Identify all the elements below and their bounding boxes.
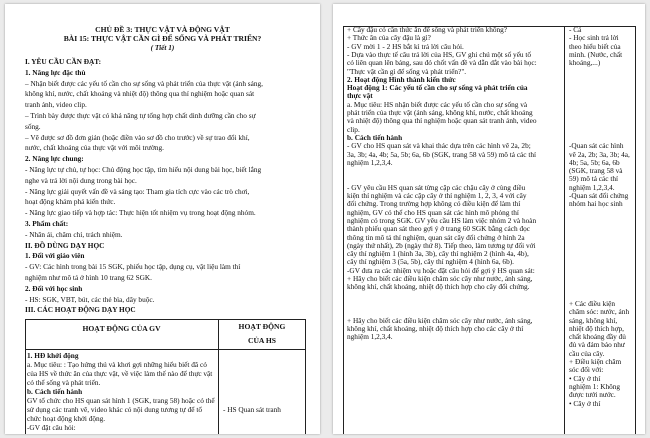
text-line: – Vẽ được sơ đồ đơn giản (hoặc điền vào sơ đồ cho trước) về sự trao đổi khí,: [25, 132, 250, 142]
table-text-line: chất khoáng đầy đủ: [569, 332, 626, 342]
table-text-line: 4b; 5a, 5b; 6a, 6b: [569, 157, 620, 167]
table-text-line: 1. HĐ khởi động: [27, 351, 79, 360]
table-text-line: sóc đối với:: [569, 365, 604, 375]
text-line: 2. Đối với học sinh: [25, 283, 83, 293]
table-text-line: nghiệm 1,2,3,4.: [347, 157, 393, 167]
table-text-line: (ngày thứ nhất), 2b (ngày thứ 8). Tiếp theo, làm tương tự đối với: [347, 240, 536, 250]
table-cell-student: - HS Quan sát tranh: [223, 405, 281, 414]
table-text-line: Hoạt động 1: Các yếu tố cần cho sự sống và phát triển của: [347, 83, 528, 93]
lesson-period: ( Tiết 1): [150, 43, 175, 52]
table-text-line: nghiệm 1,2,3,4.: [569, 182, 615, 192]
table-text-line: của HS về thức ăn của thực vật, về việc làm thế nào để thực vật: [27, 369, 213, 378]
document-page-2: [333, 4, 645, 434]
table-text-line: - Cá: [569, 25, 582, 34]
table-text-line: - Học sinh trả lời: [569, 33, 619, 43]
table-text-line: - GV yêu cầu HS quan sát từng cặp các chậu cây ở cùng điều: [347, 182, 526, 192]
table-text-line: và nhiệt độ) thông qua thí nghiệm hoặc quan sát tranh ảnh, video: [347, 116, 537, 126]
table-text-line: nhóm hai học sinh: [569, 199, 623, 209]
table-text-line: -Quan sát các hình: [569, 141, 624, 151]
table-text-line: • Cây ở thí: [569, 398, 601, 408]
table-text-line: - GV cho HS quan sát và khai thác dựa trên các hình vẽ 2a, 2b;: [347, 141, 531, 151]
table-header-student-1: HOẠT ĐỘNG: [238, 322, 286, 331]
table-text-line: chăm sóc: nước, ánh: [569, 307, 630, 317]
table-text-line: a. Mục tiêu: : Tạo hứng thú và khơi gợi những hiểu biết đã có: [27, 360, 207, 369]
table-text-line: (SGK, trang 58 và: [569, 166, 623, 176]
text-line: - Năng lực giao tiếp và hợp tác: Thực hiện tốt nhiệm vụ trong hoạt động nhóm.: [25, 208, 256, 218]
text-line: – Trình bày được thực vật có khả năng tự tổng hợp chất dinh dưỡng cần cho sự: [25, 111, 256, 120]
text-line: II. ĐỒ DÙNG DẠY HỌC: [25, 240, 105, 250]
table-text-line: cầu của cây.: [569, 348, 605, 358]
table-text-line: nghiệm, GV có thể cho HS quan sát các hình mô phỏng thí: [347, 207, 519, 217]
table-text-line: b. Cách tiến hành: [347, 132, 403, 142]
text-line: - HS: SGK, VBT, bút, các thẻ bìa, dây buộc.: [25, 294, 155, 304]
text-line: nghiệm như mô tả ở hình 10 trang 62 SGK.: [25, 273, 152, 282]
text-line: - Nhân ái, chăm chỉ, trách nhiệm.: [25, 229, 123, 239]
table-text-line: 59) mô tả các thí: [569, 174, 619, 184]
text-line: nghe và trả lời nội dung trong bài học.: [25, 175, 137, 185]
table-text-line: có liên quan lên bảng, sau đó chốt vấn đề và dẫn dắt vào bài học:: [347, 58, 537, 68]
table-text-line: không khí, chất khoáng, nhiệt độ thích hợp cho các cây ở thí: [347, 323, 524, 333]
table-text-line: vẽ 2a, 2b; 3a, 3b; 4a,: [569, 149, 630, 159]
table-text-line: nghiệm 1: Không: [569, 381, 621, 391]
table-text-line: • Cây ở thí: [569, 373, 601, 383]
table-text-line: cây thí nghiệm 1 (hình 3a, 3b), cây thí nghiệm 2 (hình 4a, 4b),: [347, 249, 529, 259]
lesson-title: BÀI 15: THỰC VẬT CẦN GÌ ĐỂ SỐNG VÀ PHÁT TRIỂN?: [63, 34, 262, 43]
text-line: 1. Năng lực đặc thù: [25, 67, 86, 77]
table-text-line: đối chứng. Trong trường hợp không có điều kiện để làm thí: [347, 199, 521, 209]
text-line: nước, chất khoáng của thực vật với môi trường.: [25, 143, 164, 153]
table-text-line: được tưới nước.: [569, 390, 616, 400]
table-text-line: thành phiếu quan sát theo gợi ý ở trang 60 SGK bằng cách đọc: [347, 224, 531, 234]
table-text-line: + Hãy cho biết các điều kiện chăm sóc cây như nước, ánh sáng,: [347, 315, 533, 325]
document-page-1: [5, 4, 320, 434]
table-text-line: chức hoạt động khởi động.: [27, 414, 106, 423]
table-text-line: kiện thí nghiệm và các cặp cây ở thí nghiệm 1, 2, 3, 4 với cây: [347, 191, 527, 200]
table-text-line: - GV mời 1 - 2 HS bắt kì trả lời câu hỏi.: [347, 41, 464, 51]
text-line: 2. Năng lực chung:: [25, 154, 84, 164]
table-text-line: "Thực vật cần gì để sống và phát triển?".: [347, 66, 467, 76]
text-line: không khí, nước, chất khoáng và nhiệt độ) thông qua thí nghiệm hoặc quan sát: [25, 89, 255, 99]
table-text-line: khoáng,...): [569, 58, 601, 68]
table-text-line: - Dựa vào thực tế câu trả lời của HS, GV ghi chú một số yếu tố: [347, 49, 532, 59]
table-text-line: đủ và đảm bảo như: [569, 340, 625, 350]
table-text-line: -GV đặt câu hỏi:: [27, 423, 76, 432]
table-text-line: + Cây đậu có cần thức ăn để sống và phát triển không?: [347, 25, 508, 34]
table-text-line: + Hãy cho biết các điều kiện chăm sóc cây như nước, ánh sáng,: [347, 274, 533, 283]
table-text-line: sáng, không khí,: [569, 315, 618, 325]
table-text-line: sử dụng các tranh vẽ, video khác có nội dung tương tự để tổ: [27, 405, 202, 414]
text-line: I. YÊU CẦU CẦN ĐẠT:: [25, 57, 102, 66]
table-text-line: nghiệm có trong SGK. GV yêu cầu HS làm việc nhóm 2 và hoàn: [347, 215, 537, 225]
table-text-line: GV tổ chức cho HS quan sát hình 1 (SGK, trang 58) hoặc có thể: [27, 396, 215, 405]
text-line: hoạt động khám phá kiến thức.: [25, 197, 116, 207]
table-text-line: không khí, chất khoáng, nhiệt độ thích hợp cho cây đối chứng.: [347, 282, 530, 292]
table-text-line: có thể sống và phát triển.: [27, 378, 101, 387]
table-text-line: clip.: [347, 124, 360, 134]
table-text-line: -GV đưa ra các nhiệm vụ hoặc đặt câu hỏi để gợi ý HS quan sát:: [347, 265, 535, 275]
table-text-line: thông tin mô tả thí nghiệm, quan sát cây đối chứng ở hình 2a: [347, 232, 525, 242]
table-text-line: a. Mục tiêu: HS nhận biết được các yếu tố cần cho sự sống và: [347, 99, 528, 109]
text-line: 3. Phẩm chất:: [25, 219, 69, 228]
table-text-line: 3a, 3b; 4a, 4b; 5a, 5b; 6a, 6b (SGK, trang 58 và 59) mô tả các thí: [347, 149, 537, 159]
text-line: – Nhận biết được các yếu tố cần cho sự sống và phát triển của thực vật (ánh sáng,: [25, 78, 263, 88]
text-line: III. CÁC HOẠT ĐỘNG DẠY HỌC: [25, 305, 136, 315]
text-line: 1. Đối với giáo viên: [25, 251, 85, 261]
table-text-line: + Các điều kiện: [569, 298, 616, 308]
table-text-line: thực vật: [347, 91, 373, 101]
text-line: tranh ảnh, video clip.: [25, 100, 87, 110]
text-line: - GV: Các hình trong bài 15 SGK, phiếu học tập, dụng cụ, vật liệu làm thí: [25, 262, 241, 272]
table-text-line: phát triển của thực vật (ánh sáng, không khí, nước, chất khoáng: [347, 108, 533, 117]
table-text-line: + Điều kiện chăm: [569, 357, 622, 366]
table-text-line: b. Cách tiến hành: [27, 387, 83, 396]
table-text-line: nhiệt độ thích hợp,: [569, 323, 624, 333]
table-text-line: nghiệm 1,2,3,4.: [347, 332, 393, 342]
lesson-topic-title: CHỦ ĐỀ 3: THỰC VẬT VÀ ĐỘNG VẬT: [95, 25, 230, 34]
table-text-line: mình. (Nước, chất: [569, 49, 623, 59]
table-text-line: 2. Hoạt động Hình thành kiến thức: [347, 74, 456, 84]
table-text-line: + Thức ăn của cây đậu là gì?: [347, 33, 431, 43]
table-text-line: -Quan sát đối chứng: [569, 191, 629, 200]
text-line: sống.: [25, 121, 41, 131]
text-line: - Năng lực giải quyết vấn đề và sáng tạo: Tham gia tích cực vào các trò chơi,: [25, 186, 250, 196]
table-text-line: cây thí nghiệm 3 (5a, 5b), cây thí nghiệm 4 (hình 6a, 6b).: [347, 257, 514, 267]
text-line: - Năng lực tự chủ, tự học: Chủ động học tập, tìm hiểu nội dung bài học, biết lắng: [25, 165, 262, 174]
table-header-student-2: CỦA HS: [247, 336, 277, 345]
table-header-teacher: HOẠT ĐỘNG CỦA GV: [82, 324, 161, 333]
table-text-line: theo hiểu biết của: [569, 41, 621, 51]
